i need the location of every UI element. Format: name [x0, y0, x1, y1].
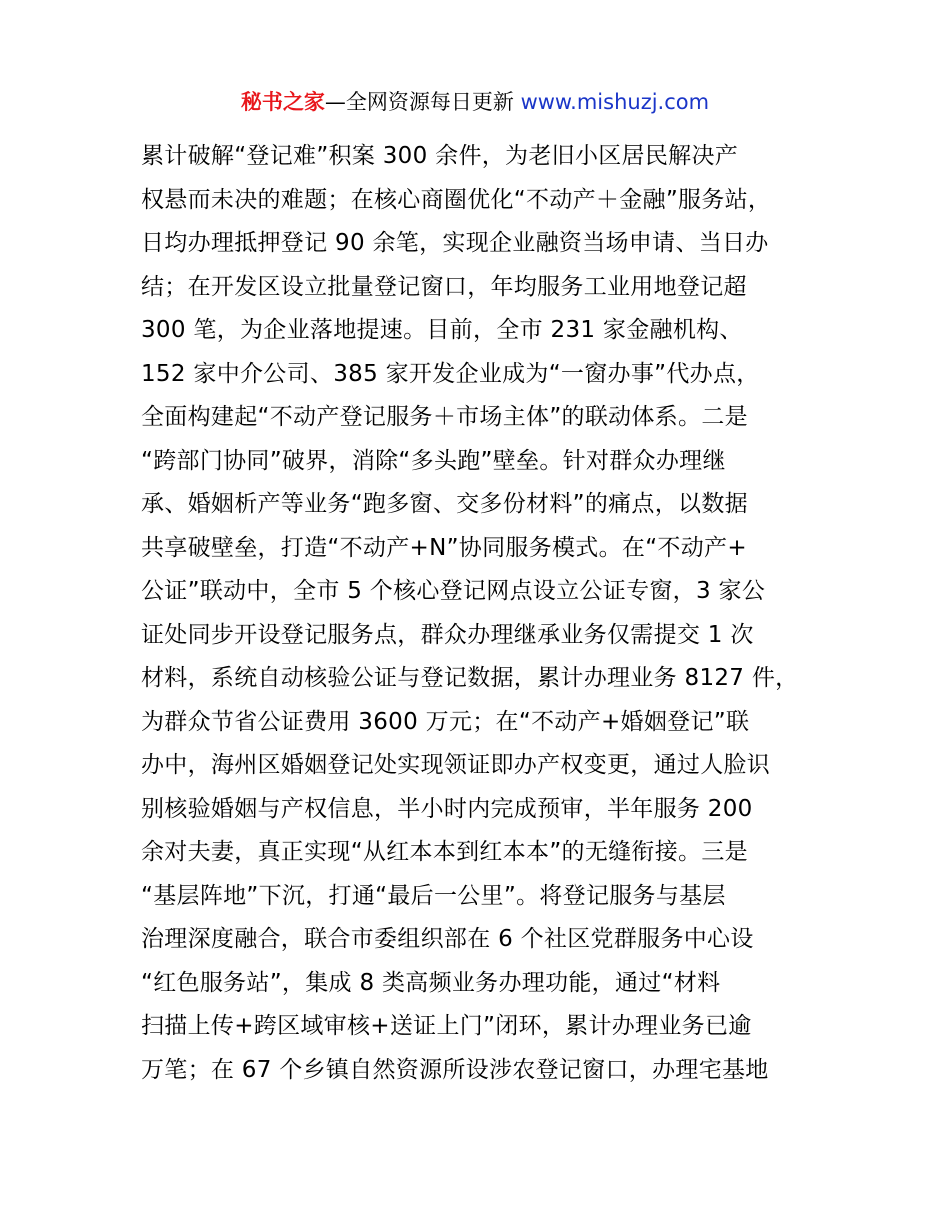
text-line: 材料，系统自动核验公证与登记数据，累计办理业务 8127 件， [141, 665, 799, 691]
text-line: 办中，海州区婚姻登记处实现领证即办产权变更，通过人脸识 [141, 752, 771, 778]
text-line: 权悬而未决的难题；在核心商圈优化“不动产＋金融”服务站， [141, 186, 772, 213]
text-line: 累计破解“登记难”积案 300 余件，为老旧小区居民解决产 [141, 143, 739, 169]
text-line: “基层阵地”下沉，打通“最后一公里”。将登记服务与基层 [141, 882, 726, 909]
text-line: 余对夫妻，真正实现“从红本本到红本本”的无缝衔接。三是 [141, 839, 748, 865]
text-line: 万笔；在 67 个乡镇自然资源所设涉农登记窗口，办理宅基地 [141, 1056, 769, 1083]
site-header [0, 88, 950, 116]
text-line: 152 家中介公司、385 家开发企业成为“一窗办事”代办点， [141, 360, 760, 387]
text-line: 公证”联动中，全市 5 个核心登记网点设立公证专窗，3 家公 [141, 578, 766, 604]
text-line: 承、婚姻析产等业务“跑多窗、交多份材料”的痛点，以数据 [141, 491, 748, 517]
text-line: 全面构建起“不动产登记服务＋市场主体”的联动体系。二是 [141, 404, 748, 430]
site-url-link[interactable]: www.mishuzj.com [520, 90, 710, 114]
site-tagline: —全网资源每日更新 [324, 90, 521, 114]
text-line: 为群众节省公证费用 3600 万元；在“不动产+婚姻登记”联 [141, 708, 750, 735]
text-line: 别核验婚姻与产权信息，半小时内完成预审，半年服务 200 [141, 795, 753, 822]
text-line: “红色服务站”，集成 8 类高频业务办理功能，通过“材料 [141, 969, 721, 996]
text-line: 治理深度融合，联合市委组织部在 6 个社区党群服务中心设 [141, 926, 754, 952]
text-line: 共享破壁垒，打造“不动产+N”协同服务模式。在“不动产+ [141, 534, 747, 561]
document-body [141, 135, 841, 1092]
site-brand: 秘书之家 [240, 90, 325, 114]
text-line: 日均办理抵押登记 90 余笔，实现企业融资当场申请、当日办 [141, 230, 769, 256]
text-line: 结；在开发区设立批量登记窗口，年均服务工业用地登记超 [141, 273, 747, 300]
text-line: 300 笔，为企业落地提速。目前，全市 231 家金融机构、 [141, 317, 743, 343]
text-line: 证处同步开设登记服务点，群众办理继承业务仅需提交 1 次 [141, 621, 754, 648]
text-line: 扫描上传+跨区域审核+送证上门”闭环，累计办理业务已逾 [141, 1013, 752, 1039]
text-line: “跨部门协同”破界，消除“多头跑”壁垒。针对群众办理继 [141, 447, 726, 474]
